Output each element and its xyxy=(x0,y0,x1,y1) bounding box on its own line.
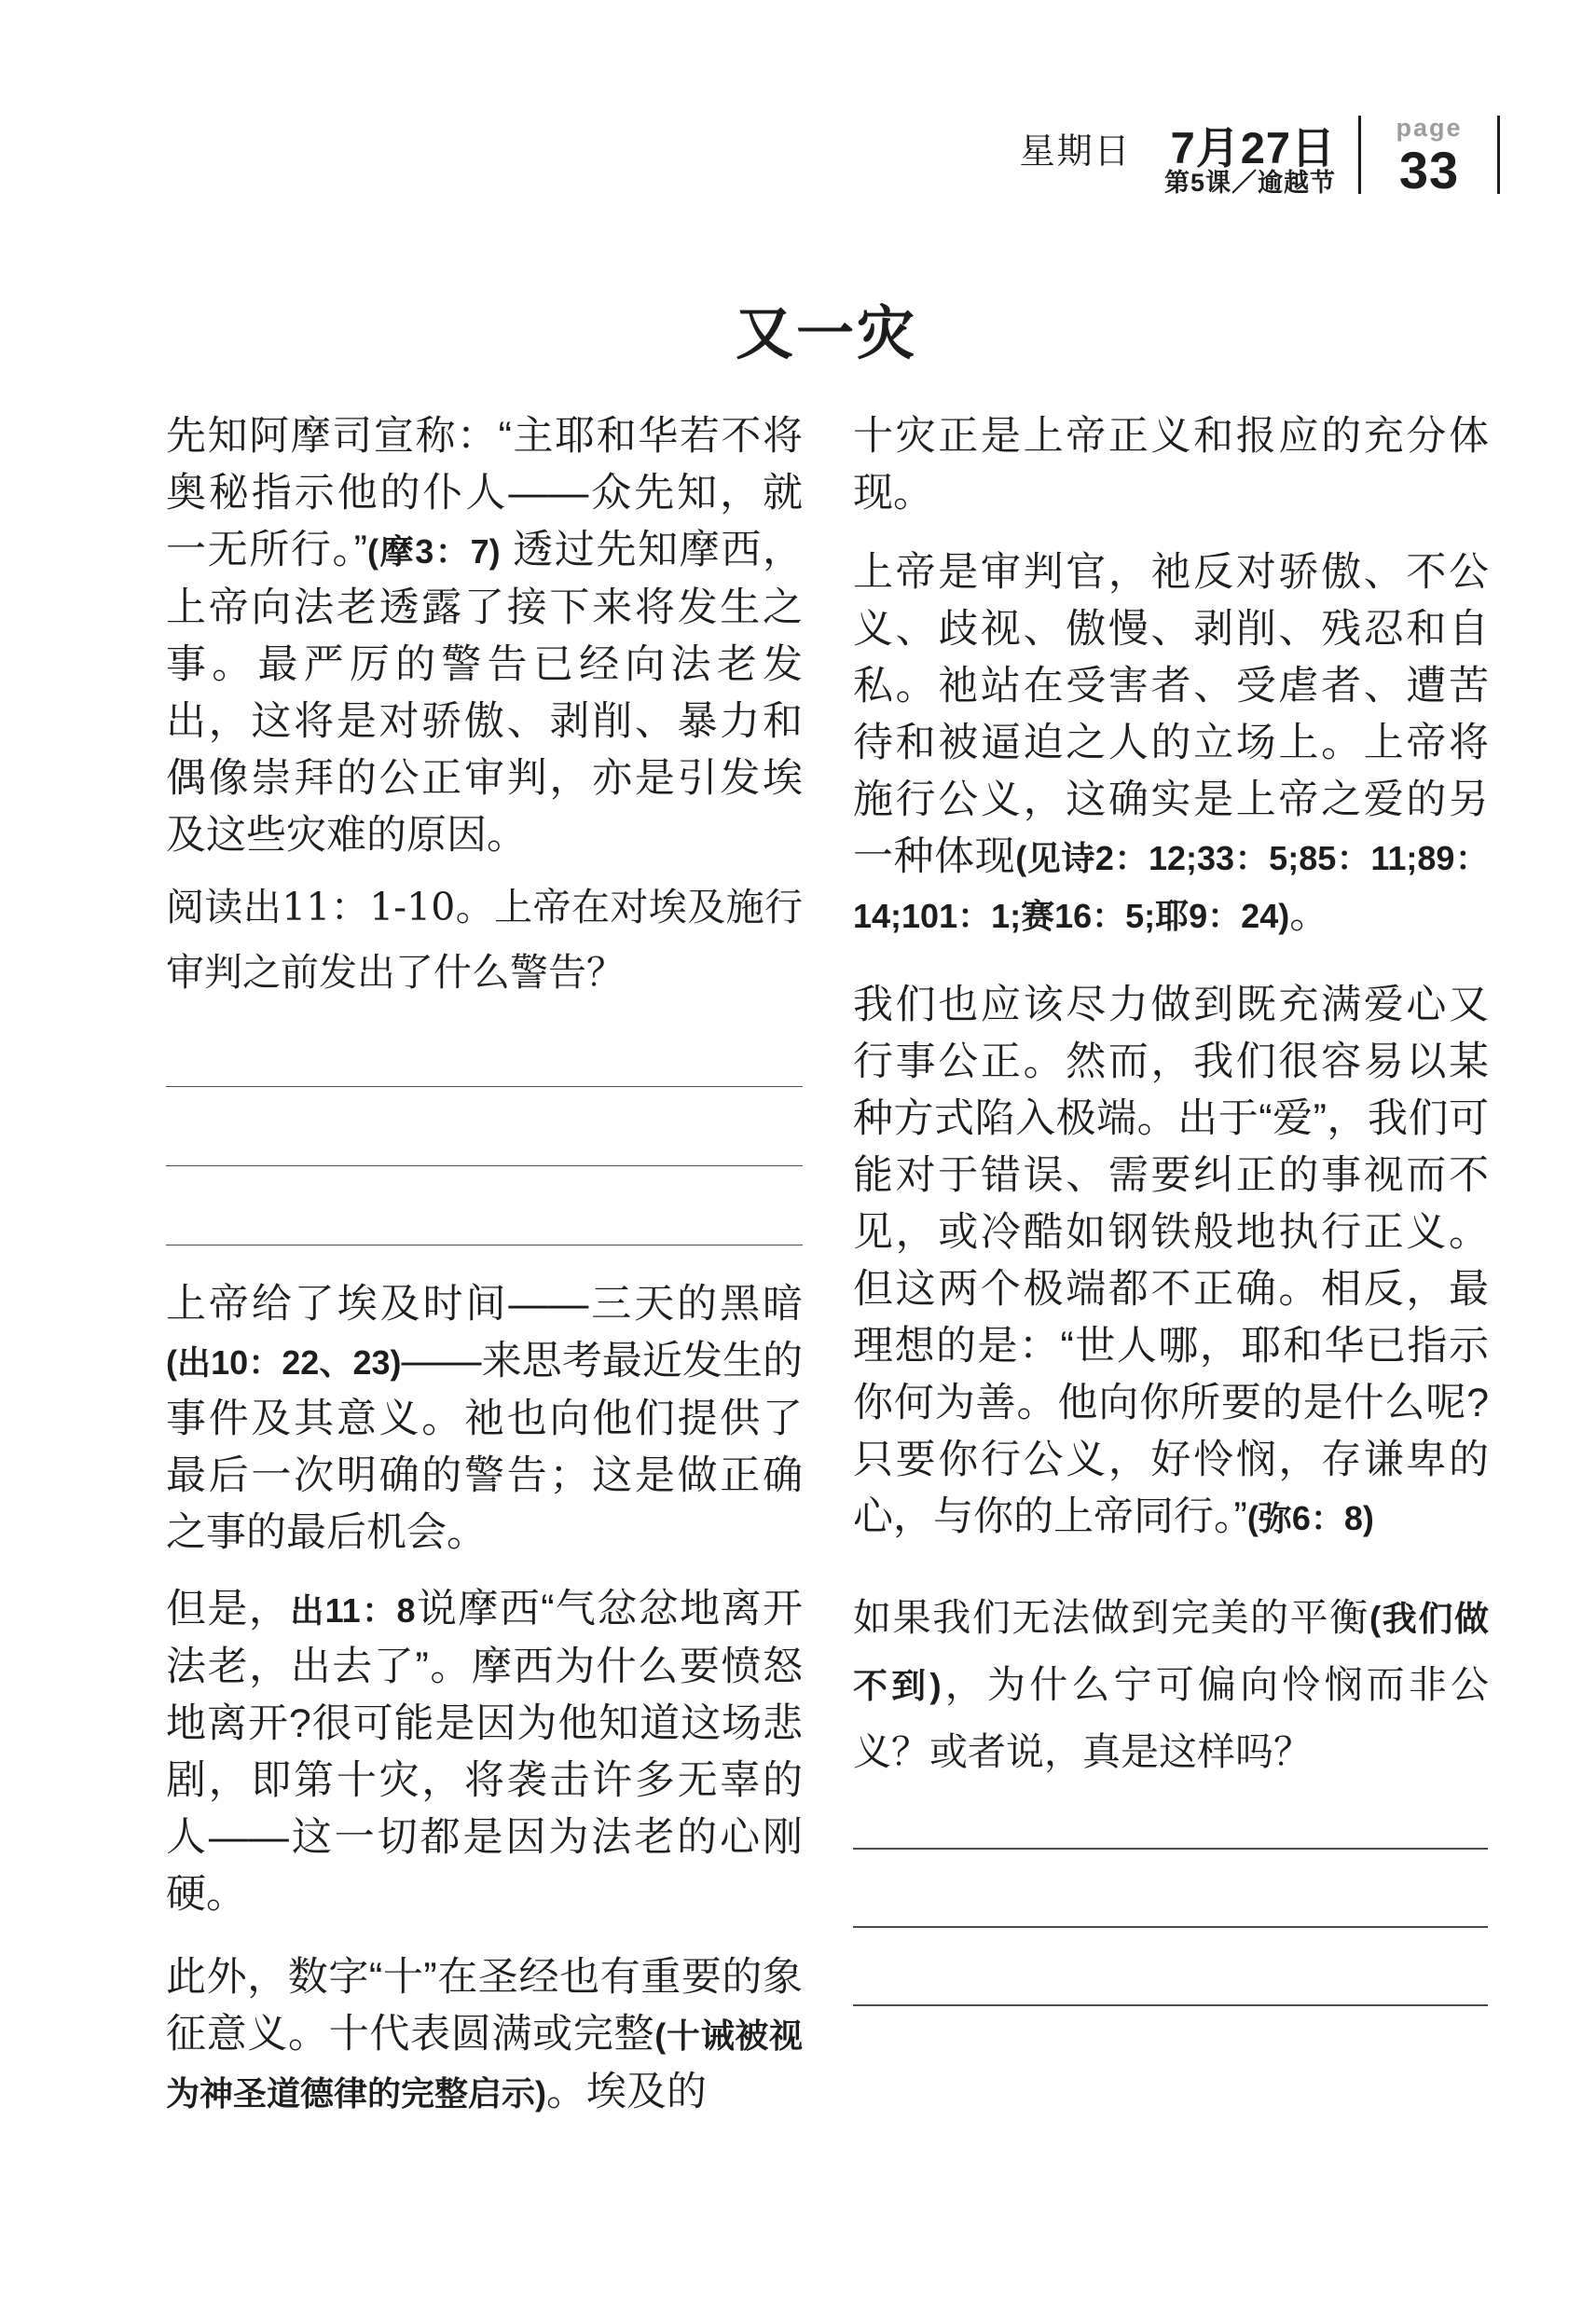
paragraph-text: 上帝是审判官，祂反对骄傲、不公义、歧视、傲慢、剥削、残忍和自私。祂站在受害者、受虐者、遭苦待和被逼迫之人的立场上。上帝将施行公义，这确实是上帝之爱的另一种体现 xyxy=(853,550,1489,879)
scripture-ref-amos: (摩3：7) xyxy=(367,532,501,571)
scripture-ref-micah: (弥6：8) xyxy=(1246,1499,1374,1537)
date-label: 7月27日 xyxy=(1170,123,1336,172)
paragraph-ten-plagues: 十灾正是上帝正义和报应的充分体现。 xyxy=(853,414,1489,516)
paragraph-number-ten xyxy=(166,1949,803,2122)
question-text: ，为什么宁可偏向怜悯而非公义？或者说，真是这样吗？ xyxy=(853,1662,1490,1774)
scripture-ref-exodus11: 出11：8 xyxy=(290,1591,416,1630)
note-ten-commandments: (十诫被视为神圣道德律的完整启示) xyxy=(166,2016,803,2112)
answer-line xyxy=(853,1848,1488,1850)
answer-line xyxy=(853,1926,1488,1928)
lesson-label: 第5课／逾越节 xyxy=(1163,169,1336,197)
paragraph-text: 上帝给了埃及时间——三天的黑暗 xyxy=(166,1282,803,1327)
page-label: page xyxy=(1396,114,1463,142)
answer-line xyxy=(166,1086,803,1087)
paragraph-three-days-darkness xyxy=(166,1276,803,1562)
paragraph-text: 透过先知摩西，上帝向法老透露了接下来将发生之事。最严厉的警告已经向法老发出，这将是对骄傲、剥削、暴力和偶像崇拜的公正审判，亦是引发埃及这些灾难的原因。 xyxy=(166,528,803,858)
paragraph-god-as-judge xyxy=(853,544,1489,944)
paragraph-love-and-justice xyxy=(853,977,1489,1547)
question-text: 如果我们无法做到完美的平衡 xyxy=(853,1595,1369,1640)
paragraph-text: ——来思考最近发生的事件及其意义。祂也向他们提供了最后一次明确的警告；这是做正确之事的最后机会。 xyxy=(166,1339,804,1555)
paragraph-text: 我们也应该尽力做到既充满爱心又行事公正。然而，我们很容易以某种方式陷入极端。出于“爱”，我们可能对于错误、需要纠正的事视而不见，或冷酷如钢铁般地执行正义。但这两个极端都不正确。相反，最理想的是：“世人哪，耶和华已指示你何为善。他向你所要的是什么呢?只要你行公义，好怜悯，存谦卑的心，与你的上帝同行。” xyxy=(853,983,1489,1539)
study-question-2 xyxy=(853,1585,1489,1784)
scripture-ref-psalms: (见诗2：12;33：5;85：11;89：14;101：1;赛16：5;耶9：24) xyxy=(853,839,1489,935)
page-number-box xyxy=(1360,114,1498,200)
header-divider-right xyxy=(1497,116,1500,194)
paragraph-amos-quote xyxy=(166,408,803,864)
question-note: (我们做不到) xyxy=(853,1600,1489,1705)
paragraph-moses-anger xyxy=(166,1581,803,1923)
paragraph-text: 。埃及的 xyxy=(546,2070,707,2114)
scripture-ref-exodus10: (出10：22、23) xyxy=(166,1343,402,1382)
paragraph-text: 说摩西“气忿忿地离开法老，出去了”。摩西为什么要愤怒地离开?很可能是因为他知道这场悲剧，即第十灾，将袭击许多无辜的人——这一切都是因为法老的心刚硬。 xyxy=(166,1587,803,1917)
answer-line xyxy=(853,2004,1488,2006)
study-question-1: 阅读出11：1-10。上帝在对埃及施行审判之前发出了什么警告？ xyxy=(166,885,803,995)
paragraph-text: 。 xyxy=(1289,892,1330,937)
paragraph-text: 此外，数字“十”在圣经也有重要的象征意义。十代表圆满或完整 xyxy=(166,1955,803,2057)
answer-line xyxy=(166,1165,803,1166)
page-number: 33 xyxy=(1398,141,1460,200)
paragraph-text: 但是， xyxy=(166,1587,291,1631)
weekday-label: 星期日 xyxy=(1019,132,1132,172)
page-title: 又一灾 xyxy=(735,299,917,367)
paragraph-text: 先知阿摩司宣称：“主耶和华若不将奥秘指示他的仆人——众先知，就一无所行。” xyxy=(166,414,803,572)
